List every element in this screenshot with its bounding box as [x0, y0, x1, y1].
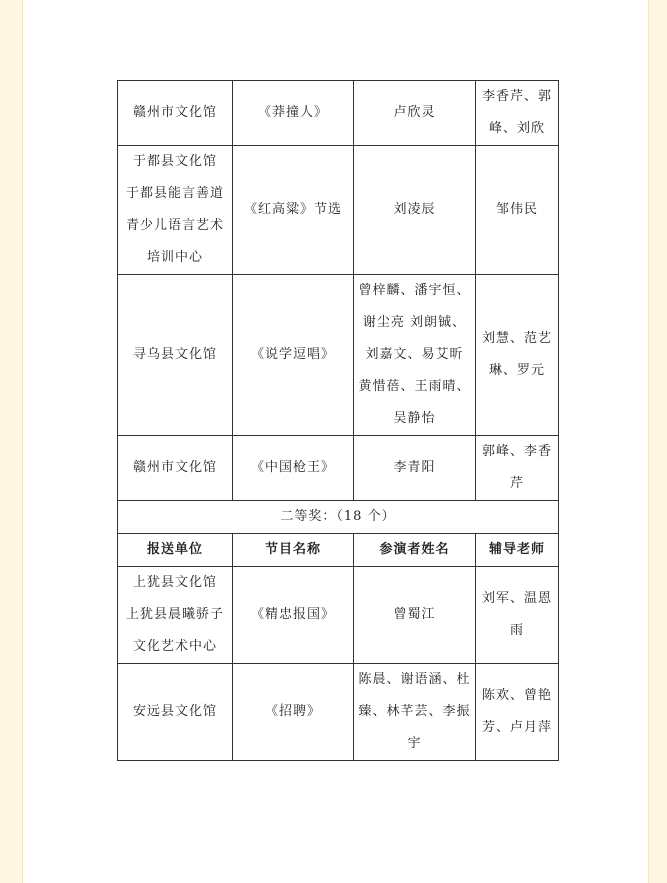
cell-teachers: [476, 567, 559, 664]
unit-line: 上犹县文化馆: [132, 575, 217, 590]
award-rows-second-prize: [118, 567, 559, 761]
unit-line: 于都县能言善道: [125, 186, 224, 201]
unit-line: 培训中心: [146, 250, 203, 265]
header-performers: 参演者姓名: [354, 534, 476, 567]
teachers-line: 雨: [509, 623, 524, 638]
cell-unit: [118, 81, 233, 146]
cell-program: 《精忠报国》: [233, 567, 354, 664]
performers-line: 曾蜀江: [393, 607, 436, 622]
cell-performers: [354, 275, 476, 436]
cell-program: 《中国枪王》: [233, 436, 354, 501]
award-rows-first-prize: [118, 81, 559, 501]
cell-unit: [118, 567, 233, 664]
performers-line: 谢尘亮 刘朗铖、: [362, 315, 467, 330]
teachers-line: 陈欢、曾艳: [481, 688, 552, 703]
teachers-line: 芹: [509, 476, 524, 491]
cell-teachers: [476, 436, 559, 501]
table-row: [118, 567, 559, 664]
teachers-line: 郭峰、李香: [481, 444, 552, 459]
cell-performers: [354, 436, 476, 501]
teachers-line: 刘军、温恩: [481, 591, 552, 606]
header-program: 节目名称: [233, 534, 354, 567]
cell-performers: [354, 81, 476, 146]
performers-line: 黄惜蓓、王雨晴、: [358, 379, 471, 394]
cell-unit: [118, 664, 233, 761]
teachers-line: 琳、罗元: [488, 363, 545, 378]
second-prize-label: 二等奖：（18 个）: [118, 501, 559, 534]
performers-line: 李青阳: [393, 460, 436, 475]
performers-line: 臻、林芊芸、李振: [358, 704, 471, 719]
unit-line: 赣州市文化馆: [132, 105, 217, 120]
table-row: [118, 146, 559, 275]
unit-line: 寻乌县文化馆: [132, 347, 217, 362]
cell-teachers: [476, 146, 559, 275]
table-header-row: [118, 534, 559, 567]
cell-performers: [354, 664, 476, 761]
unit-line: 安远县文化馆: [132, 704, 217, 719]
cell-program: 《招聘》: [233, 664, 354, 761]
performers-line: 陈晨、谢语涵、杜: [358, 672, 471, 687]
cell-program: 《莽撞人》: [233, 81, 354, 146]
table-row: [118, 81, 559, 146]
teachers-line: 芳、卢月萍: [481, 720, 552, 735]
teachers-line: 峰、刘欣: [488, 121, 545, 136]
cell-unit: [118, 146, 233, 275]
unit-line: 青少儿语言艺术: [125, 218, 224, 233]
cell-teachers: [476, 81, 559, 146]
performers-line: 曾梓麟、潘宇恒、: [358, 283, 471, 298]
cell-teachers: [476, 275, 559, 436]
cell-performers: [354, 567, 476, 664]
performers-line: 刘凌辰: [393, 202, 436, 217]
teachers-line: 邹伟民: [495, 202, 538, 217]
teachers-line: 刘慧、范艺: [481, 331, 552, 346]
table-row: [118, 664, 559, 761]
second-prize-row: [118, 501, 559, 534]
header-unit: 报送单位: [118, 534, 233, 567]
performers-line: 卢欣灵: [393, 105, 436, 120]
cell-unit: [118, 436, 233, 501]
unit-line: 上犹县晨曦骄子: [125, 607, 224, 622]
cell-teachers: [476, 664, 559, 761]
cell-unit: [118, 275, 233, 436]
teachers-line: 李香芹、郭: [481, 89, 552, 104]
cell-program: 《说学逗唱》: [233, 275, 354, 436]
table-row: [118, 275, 559, 436]
cell-performers: [354, 146, 476, 275]
table-row: [118, 436, 559, 501]
unit-line: 赣州市文化馆: [132, 460, 217, 475]
document-page: [22, 0, 649, 883]
unit-line: 于都县文化馆: [132, 154, 217, 169]
performers-line: 吴静怡: [393, 411, 436, 426]
performers-line: 宇: [407, 736, 422, 751]
cell-program: 《红高粱》节选: [233, 146, 354, 275]
performers-line: 刘嘉文、易艾昕: [365, 347, 464, 362]
awards-table: [117, 80, 559, 761]
header-teachers: 辅导老师: [476, 534, 559, 567]
unit-line: 文化艺术中心: [132, 639, 217, 654]
